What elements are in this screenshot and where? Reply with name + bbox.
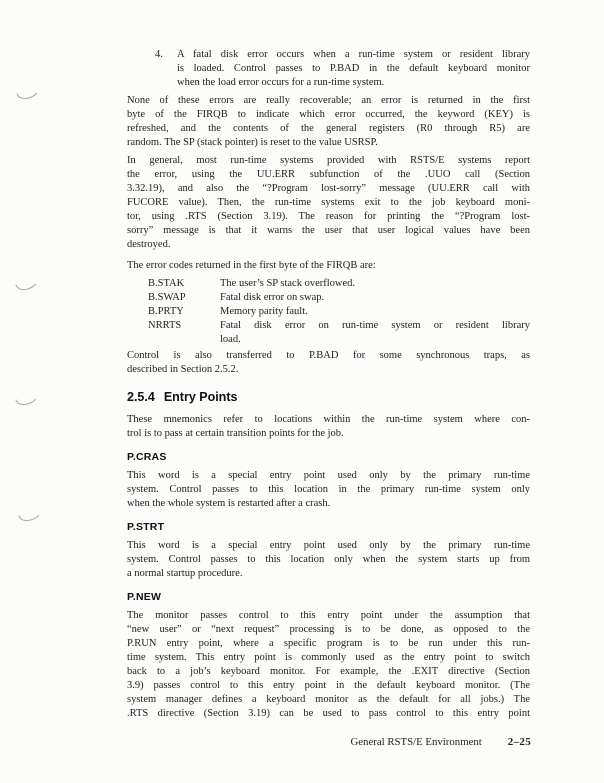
text-line: Fatal disk error on swap.: [220, 292, 325, 303]
text-line: tor, using .RTS (Section 3.19). The reason for printing the “?Program lost-: [127, 211, 530, 222]
subheading: P.STRT: [127, 521, 165, 533]
text-line: The user’s SP stack overflowed.: [220, 278, 356, 289]
text-line: Fatal disk error on run-time system or resident library: [220, 320, 530, 331]
section-number: 2.5.4: [127, 390, 155, 404]
footer-section-title: General RSTS/E Environment: [350, 736, 482, 748]
error-code-description: [220, 291, 530, 305]
error-code-name: NRRTS: [148, 320, 182, 331]
paragraph: [127, 469, 530, 511]
text-line: a normal startup procedure.: [127, 568, 243, 579]
error-code-description: [220, 277, 530, 291]
text-line: system. Control passes to this location only when the system starts up from: [127, 554, 530, 565]
text-line: back to a job’s keyboard monitor. For example, the .EXIT directive (Section: [127, 666, 530, 677]
text-line: system. Control passes to this location in the primary run-time system only: [127, 484, 530, 495]
margin-check-mark-icon: [15, 396, 37, 407]
text-line: This word is a special entry point used only by the primary run-time: [127, 540, 530, 551]
item-text: [177, 48, 530, 90]
text-line: .RTS directive (Section 3.19) can be used to pass control to this entry point: [127, 708, 530, 719]
text-line: P.RUN entry point, where a specific program is to be run under this run-: [127, 638, 530, 649]
text-line: 3.9) passes control to this entry point in the default keyboard monitor. (The: [127, 680, 530, 691]
error-code-row: [148, 277, 530, 291]
text-line: This word is a special entry point used only by the primary run-time: [127, 470, 530, 481]
section-heading: [127, 390, 530, 405]
error-code-description: [220, 319, 530, 347]
text-line: described in Section 2.5.2.: [127, 364, 239, 375]
item-number: 4.: [155, 49, 163, 60]
error-code-row: [148, 305, 530, 319]
numbered-item: [155, 48, 530, 90]
subheading: P.CRAS: [127, 451, 167, 463]
text-line: system manager defines a keyboard monitor as the default for all jobs.) The: [127, 694, 530, 705]
error-code-description: [220, 305, 530, 319]
text-line: destroyed.: [127, 239, 171, 250]
error-code-name: B.STAK: [148, 278, 185, 289]
page-footer: [127, 736, 531, 748]
paragraph: [127, 259, 530, 273]
error-code-list: [148, 277, 530, 347]
text-line: refreshed, and the contents of the general registers (R0 through R5) are: [127, 123, 530, 134]
text-line: Control is also transferred to P.BAD for some synchronous traps, as: [127, 350, 530, 361]
text-line: trol is to pass at certain transition points for the job.: [127, 428, 344, 439]
text-line: Memory parity fault.: [220, 306, 308, 317]
paragraph: [127, 539, 530, 581]
paragraph: [127, 413, 530, 441]
section-title: Entry Points: [163, 390, 238, 404]
paragraph: [127, 154, 530, 252]
paragraph: [127, 609, 530, 721]
text-line: when the whole system is restarted after a crash.: [127, 498, 331, 509]
margin-check-mark-icon: [15, 281, 37, 292]
error-code-row: [148, 291, 530, 305]
text-line: byte of the FIRQB to indicate which error occurred, the keyword (KEY) is: [127, 109, 530, 120]
text-line: sorry” message is that it warns the user that user logical values have been: [127, 225, 530, 236]
paragraph: [127, 349, 530, 377]
error-code-row: [148, 319, 530, 347]
subheading: P.NEW: [127, 591, 162, 603]
text-line: load.: [220, 334, 241, 345]
margin-check-mark-icon: [16, 90, 38, 101]
text-line: time system. This entry point is commonly used as the entry point to switch: [127, 652, 530, 663]
text-line: These mnemonics refer to locations within the run-time system where con-: [127, 414, 530, 425]
text-line: is loaded. Control passes to P.BAD in the default keyboard monitor: [177, 63, 530, 74]
text-line: when the load error occurs for a run-time system.: [177, 77, 385, 88]
text-line: FUCORE value). Then, the run-time systems exit to the job keyboard moni-: [127, 197, 530, 208]
text-line: the error, using the UU.ERR subfunction of the .UUO call (Section: [127, 169, 530, 180]
text-column: [127, 48, 530, 721]
text-line: random. The SP (stack pointer) is reset to the value USRSP.: [127, 137, 378, 148]
text-line: The error codes returned in the first byte of the FIRQB are:: [127, 260, 376, 271]
text-line: In general, most run-time systems provided with RSTS/E systems report: [127, 155, 530, 166]
text-line: The monitor passes control to this entry point under the assumption that: [127, 610, 530, 621]
error-code-name: B.SWAP: [148, 292, 186, 303]
error-code-name: B.PRTY: [148, 306, 184, 317]
margin-check-mark-icon: [18, 512, 40, 523]
paragraph: [127, 94, 530, 150]
text-line: “new user” or “next request” processing is to be done, as opposed to the: [127, 624, 530, 635]
text-line: None of these errors are really recoverable; an error is returned in the first: [127, 95, 530, 106]
text-line: A fatal disk error occurs when a run-time system or resident library: [177, 49, 530, 60]
footer-page-number: 2–25: [507, 736, 531, 748]
text-line: 3.32.19), and also the “?Program lost-sorry” message (UU.ERR call with: [127, 183, 530, 194]
